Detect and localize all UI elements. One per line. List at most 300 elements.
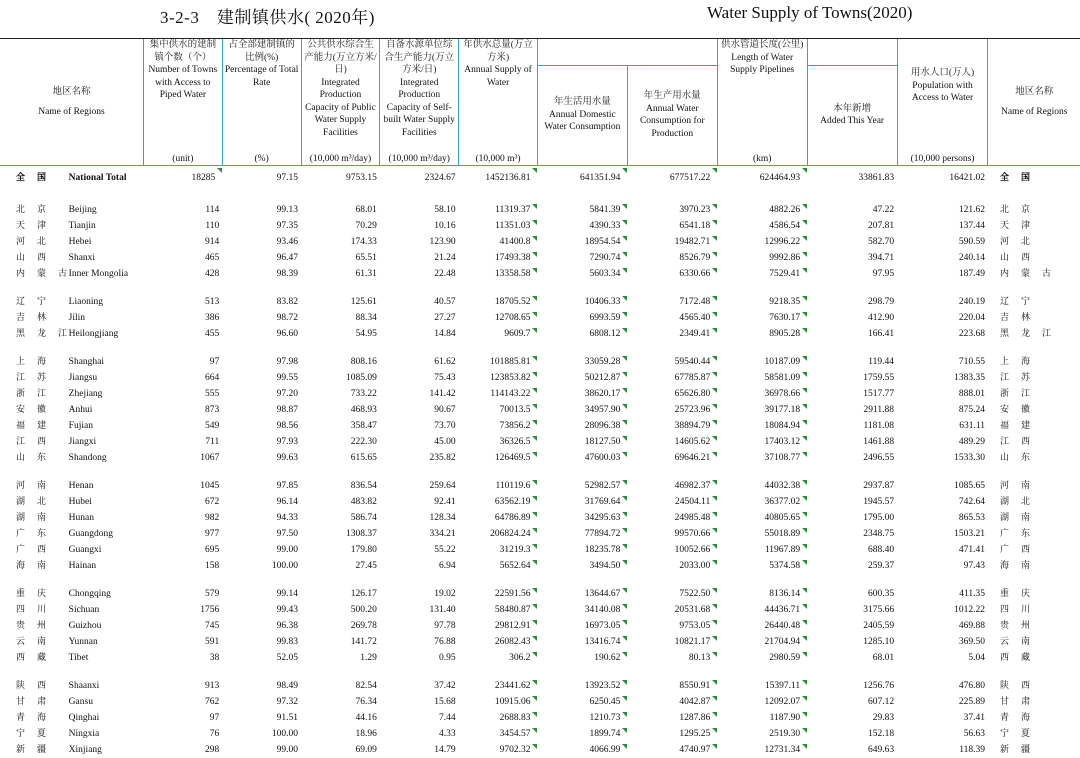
- table-row: [0, 650, 1080, 666]
- region-name-cn: 宁夏: [0, 726, 67, 742]
- table-row: [0, 634, 1080, 650]
- value-cell: 1945.57: [807, 494, 897, 510]
- value-cell: 6.94: [380, 558, 459, 574]
- header-annual-supply: [459, 39, 538, 165]
- region-name-en: Shaanxi: [67, 678, 144, 694]
- value-cell: 762: [143, 694, 222, 710]
- region-name-cn: 海南: [0, 558, 67, 574]
- value-cell: 235.82: [380, 450, 459, 466]
- value-cell: 110119.6: [459, 478, 538, 494]
- value-cell: 119.44: [807, 354, 897, 370]
- value-cell: 631.11: [897, 418, 988, 434]
- value-cell: 334.21: [380, 526, 459, 542]
- header-pipeline-length: [717, 39, 807, 165]
- value-cell: 13416.74: [537, 634, 627, 650]
- table-row: [0, 266, 1080, 282]
- row-spacer: [0, 190, 1080, 202]
- header-domestic: [537, 66, 627, 166]
- value-cell: 10406.33: [537, 294, 627, 310]
- value-cell: 94.33: [222, 510, 301, 526]
- region-name-cn-right: 重庆: [988, 586, 1019, 602]
- table-row: [0, 326, 1080, 342]
- value-cell: 97.98: [222, 354, 301, 370]
- value-cell: 2348.75: [807, 526, 897, 542]
- header-consumption-group: [537, 39, 717, 66]
- blank-cell: [1019, 494, 1080, 510]
- value-cell: 82.54: [301, 678, 380, 694]
- value-cell: 100.00: [222, 726, 301, 742]
- value-cell: 7290.74: [537, 250, 627, 266]
- blank-cell: [1019, 678, 1080, 694]
- region-name-cn: 湖北: [0, 494, 67, 510]
- value-cell: 14.84: [380, 326, 459, 342]
- blank-cell: [1019, 218, 1080, 234]
- value-cell: 4.33: [380, 726, 459, 742]
- value-cell: 65.51: [301, 250, 380, 266]
- value-cell: 590.59: [897, 234, 988, 250]
- value-cell: 34140.08: [537, 602, 627, 618]
- value-cell: 36326.5: [459, 434, 538, 450]
- blank-cell: [1019, 726, 1080, 742]
- value-cell: 114: [143, 202, 222, 218]
- row-spacer: [0, 466, 1080, 478]
- value-cell: 873: [143, 402, 222, 418]
- value-cell: 98.56: [222, 418, 301, 434]
- value-cell: 36377.02: [717, 494, 807, 510]
- value-cell: 8136.14: [717, 586, 807, 602]
- table-row: [0, 218, 1080, 234]
- value-cell: 1085.09: [301, 370, 380, 386]
- value-cell: 76: [143, 726, 222, 742]
- blank-cell: [1019, 402, 1080, 418]
- region-name-en: Zhejiang: [67, 386, 144, 402]
- value-cell: 34295.63: [537, 510, 627, 526]
- value-cell: 222.30: [301, 434, 380, 450]
- region-name-cn-right: 云南: [988, 634, 1019, 650]
- value-cell: 386: [143, 310, 222, 326]
- value-cell: 711: [143, 434, 222, 450]
- value-cell: 18.96: [301, 726, 380, 742]
- region-name-en: Gansu: [67, 694, 144, 710]
- value-cell: 2496.55: [807, 450, 897, 466]
- value-cell: 582.70: [807, 234, 897, 250]
- value-cell: 141.72: [301, 634, 380, 650]
- value-cell: 11319.37: [459, 202, 538, 218]
- value-cell: 152.18: [807, 726, 897, 742]
- value-cell: 2688.83: [459, 710, 538, 726]
- value-cell: 114143.22: [459, 386, 538, 402]
- header-towns-count-cn: 集中供水的建制镇个数（个）: [146, 39, 220, 64]
- value-cell: 1285.10: [807, 634, 897, 650]
- value-cell: 649.63: [807, 742, 897, 758]
- table-row: [0, 602, 1080, 618]
- region-name-cn: 浙江: [0, 386, 67, 402]
- header-region-right-en: Name of Regions: [990, 106, 1078, 119]
- region-name-cn-right: 河南: [988, 478, 1019, 494]
- value-cell: 61.62: [380, 354, 459, 370]
- value-cell: 38894.79: [627, 418, 717, 434]
- value-cell: 121.62: [897, 202, 988, 218]
- value-cell: 13923.52: [537, 678, 627, 694]
- value-cell: 97.50: [222, 526, 301, 542]
- value-cell: 97.78: [380, 618, 459, 634]
- table-row: [0, 510, 1080, 526]
- value-cell: 4042.87: [627, 694, 717, 710]
- value-cell: 52982.57: [537, 478, 627, 494]
- value-cell: 17493.38: [459, 250, 538, 266]
- header-population-cn: 用水人口(万人): [900, 67, 986, 80]
- value-cell: 73856.2: [459, 418, 538, 434]
- region-name-cn-right: 甘肃: [988, 694, 1019, 710]
- region-name-cn: 黑龙江: [0, 326, 67, 342]
- value-cell: 33861.83: [807, 166, 897, 191]
- region-name-cn: 广东: [0, 526, 67, 542]
- value-cell: 40.57: [380, 294, 459, 310]
- value-cell: 54.95: [301, 326, 380, 342]
- region-name-cn: 新疆: [0, 742, 67, 758]
- value-cell: 97.93: [222, 434, 301, 450]
- value-cell: 469.88: [897, 618, 988, 634]
- value-cell: 46982.37: [627, 478, 717, 494]
- region-name-en: Chongqing: [67, 586, 144, 602]
- value-cell: 16421.02: [897, 166, 988, 191]
- value-cell: 10821.17: [627, 634, 717, 650]
- table-row: [0, 558, 1080, 574]
- value-cell: 1187.90: [717, 710, 807, 726]
- table-row: [0, 526, 1080, 542]
- region-name-cn: 辽宁: [0, 294, 67, 310]
- value-cell: 1067: [143, 450, 222, 466]
- value-cell: 6250.45: [537, 694, 627, 710]
- value-cell: 695: [143, 542, 222, 558]
- value-cell: 118.39: [897, 742, 988, 758]
- value-cell: 18235.78: [537, 542, 627, 558]
- value-cell: 96.38: [222, 618, 301, 634]
- value-cell: 28096.38: [537, 418, 627, 434]
- table-row: [0, 386, 1080, 402]
- value-cell: 123853.82: [459, 370, 538, 386]
- value-cell: 688.40: [807, 542, 897, 558]
- value-cell: 455: [143, 326, 222, 342]
- region-name-cn-right: 江西: [988, 434, 1019, 450]
- value-cell: 1517.77: [807, 386, 897, 402]
- value-cell: 468.93: [301, 402, 380, 418]
- value-cell: 97.20: [222, 386, 301, 402]
- value-cell: 68.01: [301, 202, 380, 218]
- value-cell: 471.41: [897, 542, 988, 558]
- value-cell: 18084.94: [717, 418, 807, 434]
- value-cell: 75.43: [380, 370, 459, 386]
- value-cell: 259.37: [807, 558, 897, 574]
- region-name-cn-right: 湖北: [988, 494, 1019, 510]
- header-percentage-cn: 占全部建制镇的比例(%): [225, 39, 299, 64]
- value-cell: 52.05: [222, 650, 301, 666]
- value-cell: 5841.39: [537, 202, 627, 218]
- value-cell: 4390.33: [537, 218, 627, 234]
- region-name-cn-right: 吉林: [988, 310, 1019, 326]
- header-annual-supply-unit: (10,000 m³): [461, 153, 535, 166]
- header-region-en: Name of Regions: [2, 106, 141, 119]
- header-added-en: Added This Year: [810, 115, 895, 128]
- value-cell: 11351.03: [459, 218, 538, 234]
- value-cell: 465: [143, 250, 222, 266]
- region-name-cn-right: 四川: [988, 602, 1019, 618]
- value-cell: 22.48: [380, 266, 459, 282]
- value-cell: 11967.89: [717, 542, 807, 558]
- region-name-cn-right: 湖南: [988, 510, 1019, 526]
- value-cell: 70.29: [301, 218, 380, 234]
- value-cell: 47.22: [807, 202, 897, 218]
- value-cell: 513: [143, 294, 222, 310]
- header-public-capacity-unit: (10,000 m³/day): [304, 153, 378, 166]
- value-cell: 10052.66: [627, 542, 717, 558]
- value-cell: 624464.93: [717, 166, 807, 191]
- value-cell: 31769.64: [537, 494, 627, 510]
- value-cell: 69646.21: [627, 450, 717, 466]
- table-row: [0, 234, 1080, 250]
- blank-cell: [1019, 354, 1080, 370]
- value-cell: 27.27: [380, 310, 459, 326]
- row-spacer: [0, 282, 1080, 294]
- table-row: [0, 310, 1080, 326]
- value-cell: 58581.09: [717, 370, 807, 386]
- value-cell: 24504.11: [627, 494, 717, 510]
- value-cell: 733.22: [301, 386, 380, 402]
- value-cell: 0.95: [380, 650, 459, 666]
- value-cell: 98.39: [222, 266, 301, 282]
- value-cell: 97: [143, 710, 222, 726]
- region-name-en: Ningxia: [67, 726, 144, 742]
- region-name-en: Jilin: [67, 310, 144, 326]
- region-name-cn-right: 宁夏: [988, 726, 1019, 742]
- region-name-cn: 江苏: [0, 370, 67, 386]
- value-cell: 3970.23: [627, 202, 717, 218]
- region-name-cn: 重庆: [0, 586, 67, 602]
- region-name-cn: 山西: [0, 250, 67, 266]
- region-name-cn: 甘肃: [0, 694, 67, 710]
- table-row: [0, 742, 1080, 758]
- value-cell: 489.29: [897, 434, 988, 450]
- value-cell: 1756: [143, 602, 222, 618]
- region-name-en: Xinjiang: [67, 742, 144, 758]
- region-name-cn-right: 全国: [988, 166, 1019, 191]
- value-cell: 7.44: [380, 710, 459, 726]
- table-row: [0, 354, 1080, 370]
- table-row: [0, 294, 1080, 310]
- region-name-cn-right: 广西: [988, 542, 1019, 558]
- value-cell: 14605.62: [627, 434, 717, 450]
- region-name-cn-right: 安徽: [988, 402, 1019, 418]
- value-cell: 1085.65: [897, 478, 988, 494]
- region-name-cn: 四川: [0, 602, 67, 618]
- header-annual-supply-cn: 年供水总量(万立方米): [461, 39, 535, 64]
- region-name-cn-right: 青海: [988, 710, 1019, 726]
- value-cell: 2911.88: [807, 402, 897, 418]
- value-cell: 1295.25: [627, 726, 717, 742]
- value-cell: 3494.50: [537, 558, 627, 574]
- header-added: [807, 66, 897, 166]
- table-row: [0, 618, 1080, 634]
- table-row: [0, 694, 1080, 710]
- table-row: [0, 418, 1080, 434]
- value-cell: 306.2: [459, 650, 538, 666]
- value-cell: 977: [143, 526, 222, 542]
- value-cell: 58480.87: [459, 602, 538, 618]
- region-name-cn-right: 新疆: [988, 742, 1019, 758]
- value-cell: 2937.87: [807, 478, 897, 494]
- blank-cell: [1019, 418, 1080, 434]
- value-cell: 44032.38: [717, 478, 807, 494]
- value-cell: 128.34: [380, 510, 459, 526]
- region-name-cn: 安徽: [0, 402, 67, 418]
- table-row: [0, 678, 1080, 694]
- value-cell: 500.20: [301, 602, 380, 618]
- value-cell: 20531.68: [627, 602, 717, 618]
- header-added-cn: 本年新增: [810, 103, 895, 116]
- value-cell: 73.70: [380, 418, 459, 434]
- value-cell: 77894.72: [537, 526, 627, 542]
- value-cell: 141.42: [380, 386, 459, 402]
- value-cell: 10915.06: [459, 694, 538, 710]
- value-cell: 61.31: [301, 266, 380, 282]
- value-cell: 23441.62: [459, 678, 538, 694]
- value-cell: 101885.81: [459, 354, 538, 370]
- table-row: [0, 478, 1080, 494]
- region-name-cn: 青海: [0, 710, 67, 726]
- value-cell: 369.50: [897, 634, 988, 650]
- region-name-cn: 吉林: [0, 310, 67, 326]
- value-cell: 411.35: [897, 586, 988, 602]
- row-spacer: [0, 666, 1080, 678]
- region-name-cn-right: 江苏: [988, 370, 1019, 386]
- table-row: [0, 494, 1080, 510]
- blank-cell: [1019, 586, 1080, 602]
- value-cell: 190.62: [537, 650, 627, 666]
- value-cell: 125.61: [301, 294, 380, 310]
- value-cell: 2980.59: [717, 650, 807, 666]
- value-cell: 39177.18: [717, 402, 807, 418]
- region-name-cn-right: 山西: [988, 250, 1019, 266]
- region-name-cn: 上海: [0, 354, 67, 370]
- value-cell: 97.43: [897, 558, 988, 574]
- value-cell: 16973.05: [537, 618, 627, 634]
- region-name-en: Inner Mongolia: [67, 266, 144, 282]
- blank-cell: [1019, 742, 1080, 758]
- header-production-cn: 年生产用水量: [630, 90, 715, 103]
- region-name-cn-right: 内蒙古: [988, 266, 1019, 282]
- value-cell: 37.41: [897, 710, 988, 726]
- blank-cell: [1019, 370, 1080, 386]
- row-spacer: [0, 342, 1080, 354]
- value-cell: 240.19: [897, 294, 988, 310]
- value-cell: 99.43: [222, 602, 301, 618]
- table-row: [0, 542, 1080, 558]
- value-cell: 158: [143, 558, 222, 574]
- blank-cell: [1019, 618, 1080, 634]
- row-spacer-cell: [0, 666, 1080, 678]
- value-cell: 96.47: [222, 250, 301, 266]
- row-spacer: [0, 574, 1080, 586]
- value-cell: 21.24: [380, 250, 459, 266]
- blank-cell: [1019, 434, 1080, 450]
- value-cell: 672: [143, 494, 222, 510]
- value-cell: 5.04: [897, 650, 988, 666]
- value-cell: 12996.22: [717, 234, 807, 250]
- value-cell: 225.89: [897, 694, 988, 710]
- region-name-cn-right: 贵州: [988, 618, 1019, 634]
- value-cell: 4740.97: [627, 742, 717, 758]
- value-cell: 65626.80: [627, 386, 717, 402]
- header-public-capacity: [301, 39, 380, 165]
- value-cell: 76.88: [380, 634, 459, 650]
- value-cell: 1045: [143, 478, 222, 494]
- region-name-cn-right: 陕西: [988, 678, 1019, 694]
- value-cell: 36978.66: [717, 386, 807, 402]
- header-pipeline-group: [807, 39, 897, 66]
- value-cell: 56.63: [897, 726, 988, 742]
- value-cell: 677517.22: [627, 166, 717, 191]
- value-cell: 476.80: [897, 678, 988, 694]
- header-towns-count-unit: (unit): [146, 153, 220, 166]
- value-cell: 40805.65: [717, 510, 807, 526]
- header-production: [627, 66, 717, 166]
- blank-cell: [1019, 250, 1080, 266]
- value-cell: 31219.3: [459, 542, 538, 558]
- region-name-cn: 河北: [0, 234, 67, 250]
- region-name-cn: 福建: [0, 418, 67, 434]
- value-cell: 44436.71: [717, 602, 807, 618]
- value-cell: 91.51: [222, 710, 301, 726]
- region-name-en: Heilongjiang: [67, 326, 144, 342]
- header-selfbuilt-capacity: [380, 39, 459, 165]
- blank-cell: [1019, 310, 1080, 326]
- value-cell: 97.15: [222, 166, 301, 191]
- table-row: [0, 726, 1080, 742]
- region-name-cn-right: 西藏: [988, 650, 1019, 666]
- value-cell: 6993.59: [537, 310, 627, 326]
- value-cell: 607.12: [807, 694, 897, 710]
- header-domestic-en: Annual Domestic Water Consumption: [540, 109, 625, 134]
- value-cell: 14.79: [380, 742, 459, 758]
- value-cell: 26440.48: [717, 618, 807, 634]
- region-name-en: Shandong: [67, 450, 144, 466]
- value-cell: 2324.67: [380, 166, 459, 191]
- header-domestic-cn: 年生活用水量: [540, 96, 625, 109]
- region-name-en: Shanxi: [67, 250, 144, 266]
- header-population: [897, 39, 988, 165]
- region-name-en: Henan: [67, 478, 144, 494]
- value-cell: 7172.48: [627, 294, 717, 310]
- value-cell: 641351.94: [537, 166, 627, 191]
- value-cell: 913: [143, 678, 222, 694]
- value-cell: 44.16: [301, 710, 380, 726]
- value-cell: 9753.15: [301, 166, 380, 191]
- value-cell: 76.34: [301, 694, 380, 710]
- value-cell: 50212.87: [537, 370, 627, 386]
- value-cell: 29812.91: [459, 618, 538, 634]
- value-cell: 298: [143, 742, 222, 758]
- value-cell: 6541.18: [627, 218, 717, 234]
- header-selfbuilt-capacity-en: Integrated Production Capacity of Self-built Water Supply Facilities: [382, 77, 456, 140]
- region-name-cn: 江西: [0, 434, 67, 450]
- value-cell: 4586.54: [717, 218, 807, 234]
- blank-cell: [1019, 510, 1080, 526]
- value-cell: 10187.09: [717, 354, 807, 370]
- value-cell: 1287.86: [627, 710, 717, 726]
- value-cell: 1.29: [301, 650, 380, 666]
- value-cell: 586.74: [301, 510, 380, 526]
- value-cell: 99.63: [222, 450, 301, 466]
